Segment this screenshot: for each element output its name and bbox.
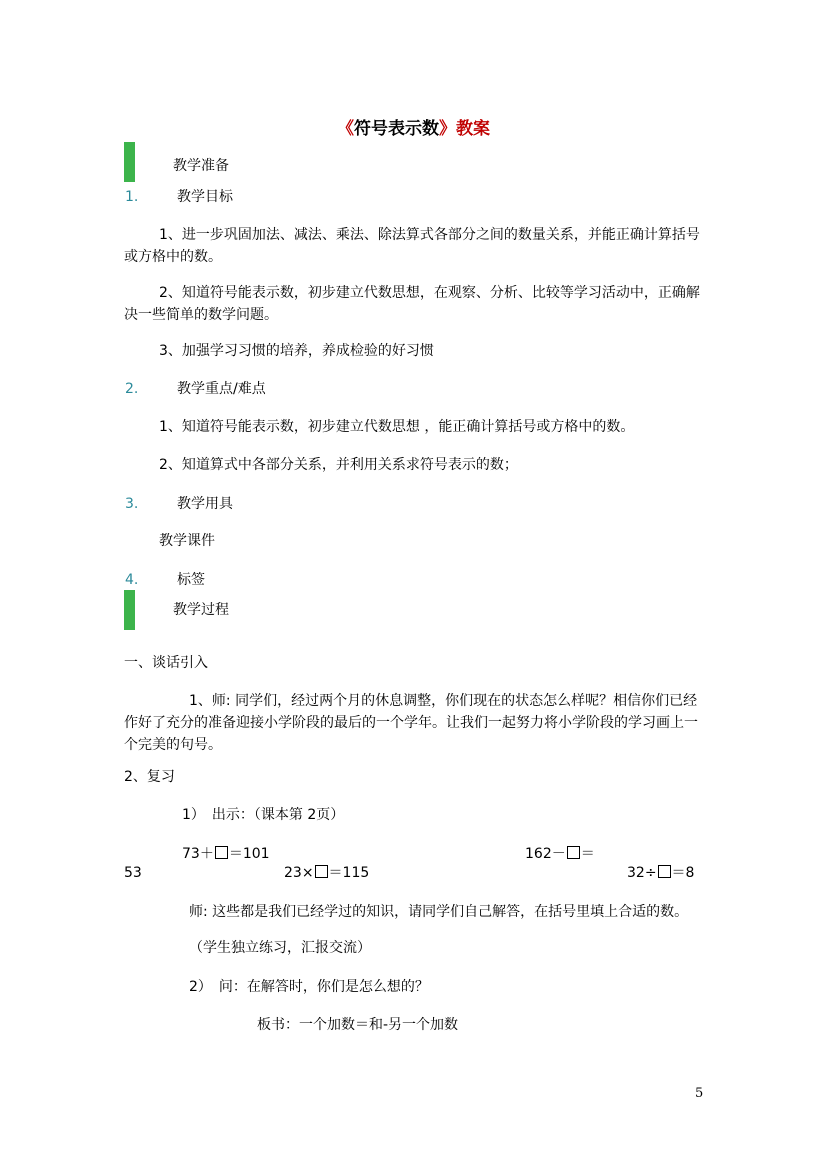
- item-heading: 教学重点/难点: [177, 381, 266, 397]
- equation: 73＋ ＝101: [182, 846, 270, 862]
- board-line: 板书：一个加数＝和-另一个加数: [257, 1017, 459, 1033]
- equation-result: 53: [124, 865, 142, 881]
- item-number: 1.: [125, 189, 139, 205]
- title-main: 符号表示数: [354, 119, 439, 139]
- goal-paragraph: 2、知道符号能表示数，初步建立代数思想，在观察、分析、比较等学习活动中，正确解决一些简单的数学问题。: [124, 285, 700, 323]
- section-marker-bar: [124, 590, 135, 630]
- section-marker-bar: [124, 142, 135, 182]
- item-heading: 教学目标: [177, 189, 233, 205]
- review-step: 2） 问：在解答时，你们是怎么想的？: [189, 979, 429, 995]
- item-heading: 标签: [177, 572, 205, 588]
- document-title: [0, 120, 827, 138]
- review-heading: 2、复习: [124, 769, 175, 785]
- key-point-line: 1、知道符号能表示数，初步建立代数思想 ，能正确计算括号或方格中的数。: [159, 419, 635, 435]
- student-line: （学生独立练习，汇报交流）: [189, 940, 371, 956]
- review-step: 1） 出示：（课本第 2页）: [182, 807, 345, 823]
- teacher-line: 师: 这些都是我们已经学过的知识，请同学们自己解答，在括号里填上合适的数。: [189, 904, 689, 920]
- title-close: 》教案: [439, 119, 490, 139]
- title-open: 《: [337, 119, 354, 139]
- item-number: 4.: [125, 572, 139, 588]
- item-number: 3.: [125, 496, 139, 512]
- section-prep-heading: 教学准备: [173, 158, 229, 174]
- key-point-line: 2、知道算式中各部分关系，并利用关系求符号表示的数；: [159, 457, 518, 473]
- intro-heading: 一、谈话引入: [124, 655, 208, 671]
- equation: 162－ ＝: [525, 846, 595, 862]
- page-number: 5: [695, 1086, 704, 1101]
- equation: 23× ＝115: [284, 865, 370, 881]
- blank-box-icon: [315, 865, 328, 878]
- goal-paragraph: 1、进一步巩固加法、减法、乘法、除法算式各部分之间的数量关系，并能正确计算括号或方格中的数。: [124, 227, 700, 265]
- item-heading: 教学用具: [177, 496, 233, 512]
- blank-box-icon: [658, 865, 671, 878]
- intro-paragraph: 1、师: 同学们，经过两个月的休息调整，你们现在的状态怎么样呢？相信你们已经作好了充分的准备迎接小学阶段的最后的一个学年。让我们一起努力将小学阶段的学习画上一个完美的句号。: [124, 693, 698, 753]
- goal-paragraph: 3、加强学习习惯的培养，养成检验的好习惯: [159, 343, 434, 359]
- section-process-heading: 教学过程: [173, 602, 229, 618]
- blank-box-icon: [215, 846, 228, 859]
- tools-line: 教学课件: [159, 533, 215, 549]
- item-number: 2.: [125, 381, 139, 397]
- equation: 32÷ ＝8: [627, 865, 695, 881]
- blank-box-icon: [567, 846, 580, 859]
